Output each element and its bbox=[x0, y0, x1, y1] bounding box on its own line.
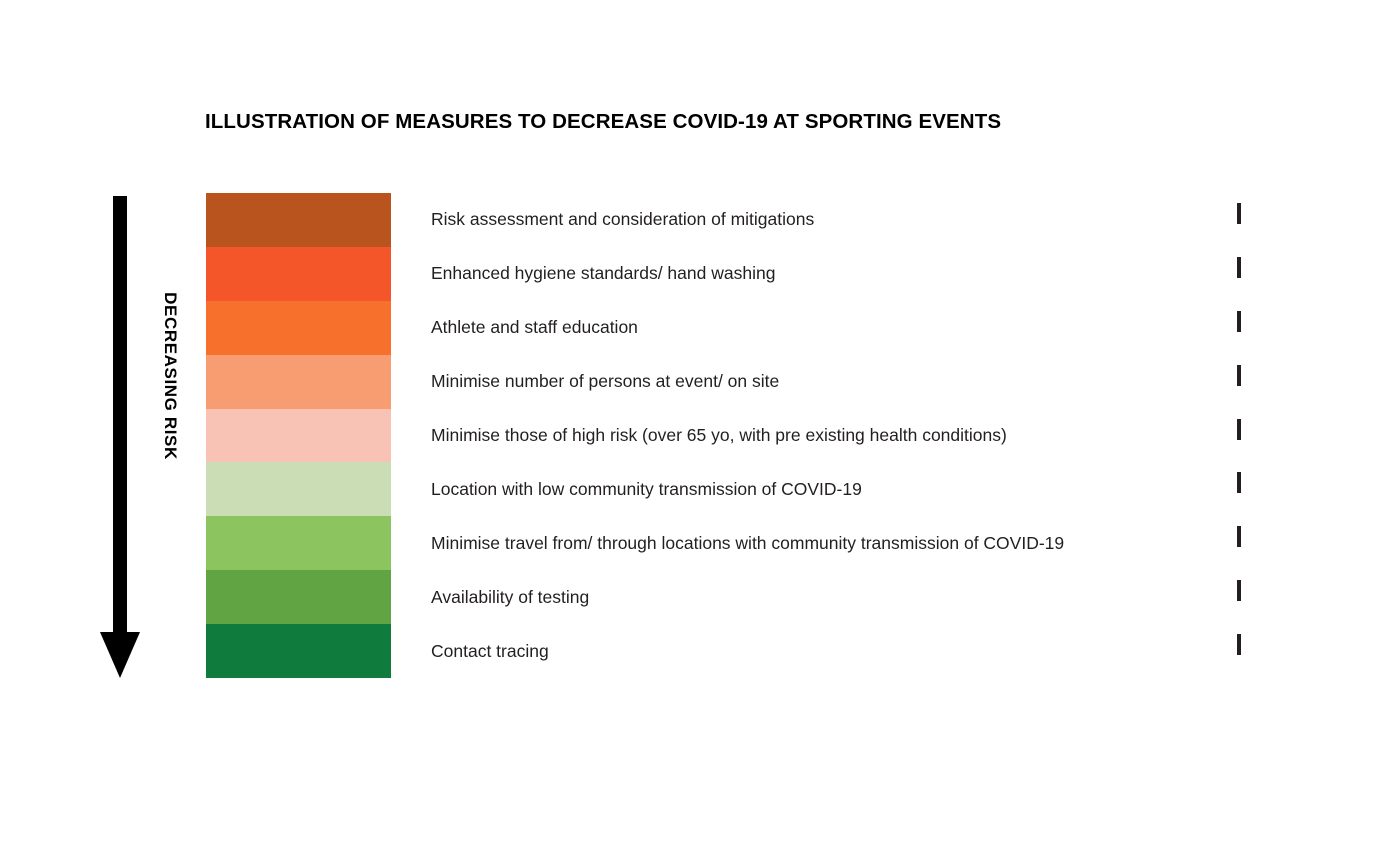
arrow-head-icon bbox=[100, 632, 140, 678]
arrow-shaft-icon bbox=[113, 196, 127, 636]
measure-row bbox=[431, 419, 1241, 453]
measure-label: Contact tracing bbox=[431, 640, 549, 661]
page-title: ILLUSTRATION OF MEASURES TO DECREASE COVID-19 AT SPORTING EVENTS bbox=[205, 110, 1002, 133]
gradient-band-4 bbox=[206, 355, 391, 409]
measure-label: Athlete and staff education bbox=[431, 317, 638, 338]
gradient-band-9 bbox=[206, 624, 391, 678]
gradient-band-8 bbox=[206, 570, 391, 624]
measure-checkbox[interactable] bbox=[1237, 311, 1241, 332]
gradient-band-6 bbox=[206, 462, 391, 516]
measure-row bbox=[431, 203, 1241, 237]
measure-label: Risk assessment and consideration of mitigations bbox=[431, 209, 815, 230]
gradient-band-5 bbox=[206, 409, 391, 463]
measure-checkbox[interactable] bbox=[1237, 257, 1241, 278]
measure-checkbox[interactable] bbox=[1237, 203, 1241, 224]
measure-row bbox=[431, 311, 1241, 345]
gradient-band-3 bbox=[206, 301, 391, 355]
measure-checkbox[interactable] bbox=[1237, 580, 1241, 601]
measures-list bbox=[431, 193, 1241, 678]
risk-gradient-bar bbox=[206, 193, 391, 678]
measure-label: Minimise travel from/ through locations with community transmission of COVID-19 bbox=[431, 532, 1065, 553]
measure-label: Availability of testing bbox=[431, 586, 590, 607]
measure-row bbox=[431, 472, 1241, 506]
measure-label: Location with low community transmission of COVID-19 bbox=[431, 478, 862, 499]
gradient-band-7 bbox=[206, 516, 391, 570]
measure-row bbox=[431, 526, 1241, 560]
gradient-band-2 bbox=[206, 247, 391, 301]
axis-label: DECREASING RISK bbox=[161, 292, 180, 460]
measure-label: Minimise those of high risk (over 65 yo, with pre existing health conditions) bbox=[431, 425, 1007, 445]
measure-checkbox[interactable] bbox=[1237, 472, 1241, 493]
measure-label: Enhanced hygiene standards/ hand washing bbox=[431, 263, 776, 284]
decreasing-risk-axis bbox=[100, 196, 200, 682]
measure-checkbox[interactable] bbox=[1237, 419, 1241, 440]
measure-row bbox=[431, 634, 1241, 668]
measure-label: Minimise number of persons at event/ on site bbox=[431, 371, 780, 392]
measure-checkbox[interactable] bbox=[1237, 365, 1241, 386]
measure-row bbox=[431, 580, 1241, 614]
gradient-band-1 bbox=[206, 193, 391, 247]
measure-checkbox[interactable] bbox=[1237, 634, 1241, 655]
measure-row bbox=[431, 257, 1241, 291]
measure-row bbox=[431, 365, 1241, 399]
measure-checkbox[interactable] bbox=[1237, 526, 1241, 547]
